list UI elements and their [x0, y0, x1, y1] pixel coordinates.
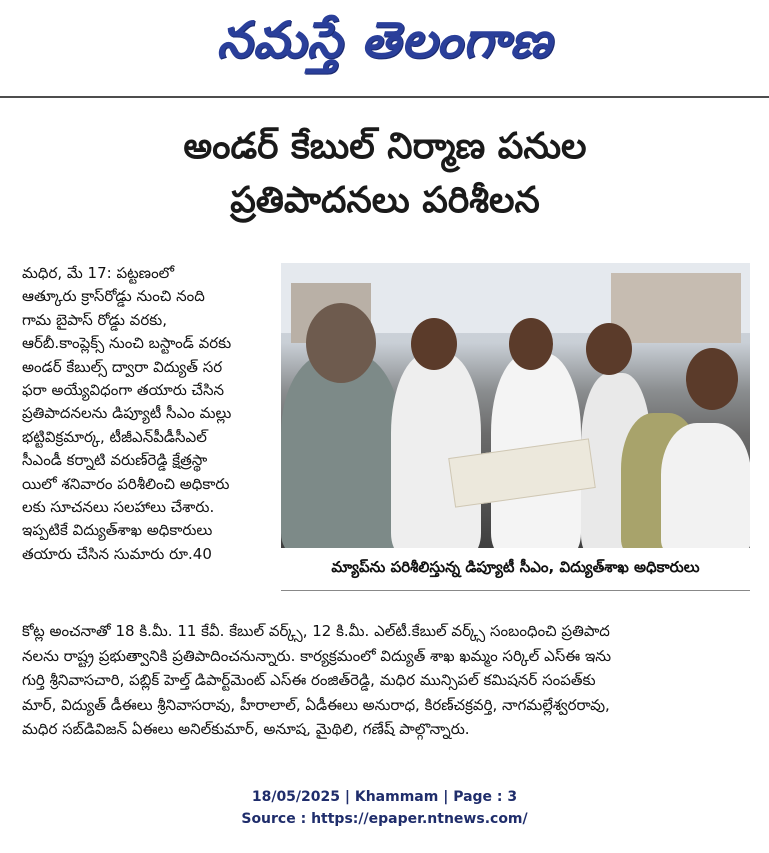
masthead-divider	[0, 96, 769, 98]
photo-head	[509, 318, 553, 370]
footer-date-edition: 18/05/2025 | Khammam | Page : 3	[251, 789, 518, 805]
lead-line: ఇప్పటికే విద్యుత్‌శాఖ అధికారులు	[22, 521, 213, 540]
photo-head	[586, 323, 632, 375]
lead-line: తయారు చేసిన సుమారు రూ.40	[22, 544, 212, 563]
photo-caption: మ్యాప్‌ను పరిశీలిస్తున్న డిప్యూటీ సీఎం, విద్యుత్‌శాఖ అధికారులు	[331, 558, 700, 576]
masthead-logo: నమస్తే తెలంగాణ	[216, 10, 553, 69]
body-line: నలను రాష్ట్ర ప్రభుత్వానికి ప్రతిపాదించనున్నారు. కార్యక్రమంలో విద్యుత్‌ శాఖ ఖమ్మం సర్కిల్‌ ఎస్‌ఈ ఇను	[22, 646, 612, 665]
article-body	[22, 619, 750, 742]
lead-line: భట్టివిక్రమార్క, టీజీఎన్‌పీడీసీఎల్‌	[22, 427, 207, 446]
headline	[40, 120, 730, 228]
body-line: కోట్ల అంచనాతో 18 కి.మీ. 11 కేవీ. కేబుల్‌ వర్క్స్‌, 12 కి.మీ. ఎల్‌టీ.కేబుల్‌ వర్క్స్‌ సంబంధించి ప్రతిపాద	[22, 622, 610, 640]
lead-line: సీఎండీ కర్నాటి వరుణ్‌రెడ్డి క్షేత్రస్థా	[22, 451, 208, 470]
lead-line: ఆర్‌బీ.కాంప్లెక్స్‌ నుంచి బస్టాండ్‌ వరకు	[22, 334, 232, 353]
photo-person	[391, 353, 481, 548]
body-line: మధిర సబ్‌డివిజన్‌ ఏఈలు అనిల్‌కుమార్‌, అనూష, మైథిలి, గణేష్‌ పాల్గొన్నారు.	[22, 720, 470, 738]
lead-line: గామ బైపాస్‌ రోడ్డు వరకు,	[22, 310, 168, 329]
lead-line: ఫరా అయ్యేవిధంగా తయారు చేసిన	[22, 381, 225, 400]
lead-line: లకు సూచనలు సలహాలు చేశారు.	[22, 498, 215, 517]
caption-divider	[281, 590, 750, 591]
masthead	[0, 0, 769, 92]
headline-line-2: ప్రతిపాదనలు పరిశీలన	[230, 180, 540, 221]
photo-head	[411, 318, 457, 370]
footer-source: Source : https://epaper.ntnews.com/	[241, 811, 528, 827]
lead-line: ప్రతిపాదనలను డిప్యూటీ సీఎం మల్లు	[22, 404, 232, 423]
lead-line: మధిర, మే 17: పట్టణంలో	[22, 264, 175, 282]
photo-head	[686, 348, 738, 410]
news-photo	[281, 263, 750, 548]
photo-building	[611, 273, 741, 343]
footer	[0, 786, 769, 830]
photo-person	[661, 423, 750, 548]
article-lead-column	[22, 262, 278, 566]
lead-line: ఆత్కూరు క్రాస్‌రోడ్డు నుంచి నంది	[22, 287, 205, 306]
lead-line: యిలో శనివారం పరిశీలించి అధికారు	[22, 474, 230, 493]
headline-line-1: అండర్‌ కేబుల్‌ నిర్మాణ పనుల	[183, 126, 587, 167]
body-line: మార్‌, విద్యుత్‌ డీఈలు శ్రీనివాసరావు, హీరాలాల్‌, ఏడీఈలు అనురాధ, కిరణ్‌చక్రవర్తి, నాగమల్లేశ్వరరావు,	[22, 695, 610, 714]
photo-head	[306, 303, 376, 383]
lead-line: అండర్‌ కేబుల్స్‌ ద్వారా విద్యుత్‌ సర	[22, 357, 223, 376]
body-line: గుర్తి శ్రీనివాసచారి, పబ్లిక్‌ హెల్త్‌ డిపార్ట్‌మెంట్‌ ఎస్‌ఈ రంజిత్‌రెడ్డి, మధిర మున్సిపల్‌ కమిషనర్‌ సంపత్‌కు	[22, 671, 596, 689]
